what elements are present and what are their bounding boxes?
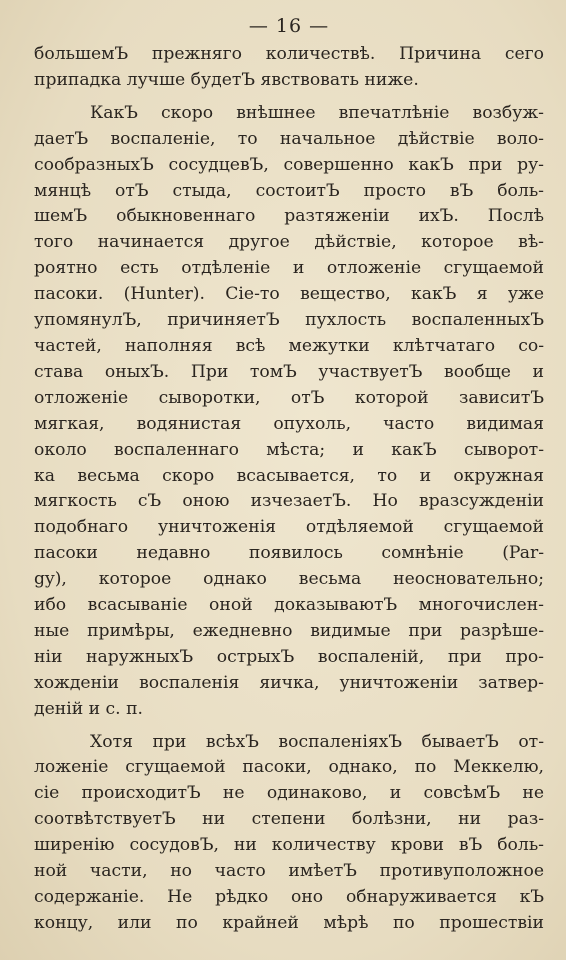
text-line: деній и с. п. bbox=[34, 698, 144, 719]
text-line: концу, или по крайней мѣрѣ по прошествіи bbox=[34, 912, 544, 933]
text-line: подобнаго уничтоженія отдѣляемой сгущаемой bbox=[34, 517, 544, 538]
text-line: роятно есть отдѣленіе и отложеніе сгущаемой bbox=[34, 258, 544, 279]
text-line: соотвѣтствуетЪ ни степени болѣзни, ни раз- bbox=[34, 809, 544, 830]
text-line: gy), которое однако весьма неосновательно; bbox=[34, 569, 544, 590]
text-line: ложеніе сгущаемой пасоки, однако, по Меккелю, bbox=[34, 757, 544, 778]
text-line: около воспаленнаго мѣста; и какЪ сыворот- bbox=[34, 439, 544, 460]
paragraph-2 bbox=[34, 101, 544, 723]
text-line: мягкость сЪ оною изчезаетЪ. Но вразсужденіи bbox=[34, 491, 544, 512]
text-line: Хотя при всѣхЪ воспаленіяхЪ бываетЪ от- bbox=[90, 731, 544, 752]
text-line: пасоки. (Hunter). Сіе-то вещество, какЪ я уже bbox=[34, 284, 544, 305]
text-line: КакЪ скоро внѣшнее впечатлѣніе возбуж- bbox=[90, 102, 544, 123]
text-line: припадка лучше будетЪ явствовать ниже. bbox=[34, 69, 419, 90]
text-line: ка весьма скоро всасывается, то и окружная bbox=[34, 465, 544, 486]
text-line: частей, наполняя всѣ межутки клѣтчатаго со- bbox=[34, 335, 544, 356]
text-line: ные примѣры, ежедневно видимые при разрѣше- bbox=[34, 620, 544, 641]
text-line: мянцѣ отЪ стыда, состоитЪ просто вЪ боль- bbox=[34, 180, 544, 201]
text-line: шемЪ обыкновеннаго разтяженіи ихЪ. Послѣ bbox=[34, 206, 544, 227]
text-line: пасоки недавно появилось сомнѣніе (Par- bbox=[34, 543, 544, 564]
page-number: — 16 — bbox=[248, 15, 330, 37]
text-line: хожденіи воспаленія яичка, уничтоженіи затвер- bbox=[34, 672, 544, 693]
text-line: того начинается другое дѣйствіе, которое вѣ- bbox=[34, 232, 544, 253]
text-line: сіе происходитЪ не одинаково, и совсѣмЪ не bbox=[34, 783, 544, 804]
text-line: содержаніе. Не рѣдко оно обнаруживается кЪ bbox=[34, 887, 544, 907]
text-line: большемЪ прежняго количествѣ. Причина сего bbox=[34, 44, 544, 64]
text-line: ной части, но часто имѣетЪ противуположное bbox=[34, 861, 544, 882]
paragraph-3 bbox=[34, 730, 544, 937]
paragraph-1 bbox=[34, 42, 544, 94]
text-line: става оныхЪ. При томЪ участвуетЪ вообще и bbox=[34, 361, 544, 382]
text-line: сообразныхЪ сосудцевЪ, совершенно какЪ при ру- bbox=[34, 154, 544, 175]
text-line: ширенію сосудовЪ, ни количеству крови вЪ боль- bbox=[34, 835, 544, 856]
text-line: ибо всасываніе оной доказываютЪ многочислен- bbox=[34, 595, 544, 616]
text-line: ніи наружныхЪ острыхЪ воспаленій, при про- bbox=[34, 646, 544, 667]
text-line: упомянулЪ, причиняетЪ пухлость воспаленныхЪ bbox=[34, 310, 544, 331]
text-line: мягкая, водянистая опухоль, часто видимая bbox=[34, 413, 544, 434]
text-line: отложеніе сыворотки, отЪ которой зависитЪ bbox=[34, 387, 544, 408]
text-line: даетЪ воспаленіе, то начальное дѣйствіе воло- bbox=[34, 128, 544, 149]
